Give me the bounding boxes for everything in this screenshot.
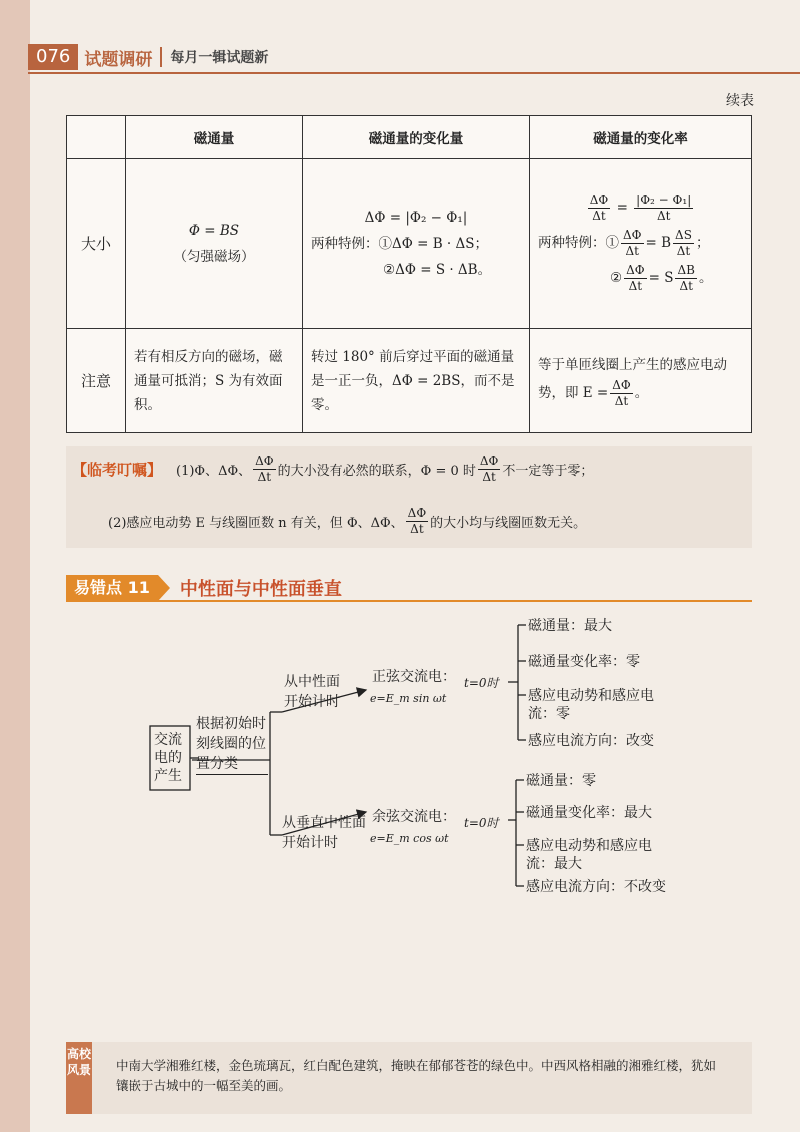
- section-title: 中性面与中性面垂直: [179, 579, 342, 600]
- rate-case1-lhs-den: Δt: [625, 244, 639, 258]
- rate-case2-end: 。: [698, 270, 713, 286]
- change-case-2: ②ΔΦ = S · ΔB。: [383, 261, 492, 278]
- magazine-subtitle: 每月一辑试题新: [170, 50, 269, 66]
- rate-case-prefix: 两种特例：①: [538, 235, 619, 251]
- page-number: 076: [28, 44, 78, 70]
- section-tag: 易错点 11: [66, 575, 158, 601]
- branch2-item-emf: 感应电动势和感应电流：最大: [526, 838, 652, 872]
- rate-rhs-num: |Φ₂ − Φ₁|: [636, 193, 692, 207]
- tip-frac1-num: ΔΦ: [255, 454, 274, 468]
- branch1-item-flux: 磁通量：最大: [528, 618, 612, 634]
- rate-note-end: 。: [634, 385, 649, 401]
- rate-case2-lhs-num: ΔΦ: [626, 263, 645, 277]
- header-flux: 磁通量: [126, 116, 303, 159]
- rate-case2-lhs-den: Δt: [628, 279, 643, 293]
- rate-note-text: 等于单匝线圈上产生的感应电动势，即 E =: [538, 357, 727, 401]
- rate-case1-rhs-den: Δt: [676, 244, 691, 258]
- row-label-size: 大小: [67, 159, 126, 329]
- diagram-root-label: 交流电的产生: [154, 732, 182, 784]
- branch2-item-flux: 磁通量：零: [526, 773, 596, 789]
- change-formula: ΔΦ = |Φ₂ − Φ₁|: [364, 209, 468, 226]
- rate-case2-eq: = S: [648, 270, 674, 286]
- rate-case1-end: ；: [695, 235, 710, 251]
- tip-line1-b: 的大小没有必然的联系，Φ = 0 时: [277, 464, 476, 479]
- branch1-type: 正弦交流电：: [372, 669, 456, 685]
- header-flux-change: 磁通量的变化量: [303, 116, 530, 159]
- tip-line2-b: 的大小均与线圈匝数无关。: [430, 516, 587, 531]
- tip-frac3-den: Δt: [410, 522, 424, 536]
- branch1-formula: e=E_m sin ωt: [370, 692, 447, 705]
- tip-frac2-den: Δt: [482, 470, 496, 484]
- footer-text: 中南大学湘雅红楼，金色琉璃瓦，红白配色建筑，掩映在郁郁苍苍的绿色中。中西风格相融的湘雅红楼，犹如镶嵌于古城中的一幅至美的画。: [116, 1058, 717, 1093]
- tip-frac1-den: Δt: [257, 470, 272, 484]
- rate-case2-rhs-num: ΔB: [677, 263, 695, 277]
- cell-flux-note: 若有相反方向的磁场，磁通量可抵消；S 为有效面积。: [126, 329, 303, 433]
- branch1-time: t=0时: [464, 676, 499, 690]
- rate-case2-prefix: ②: [610, 270, 623, 286]
- rate-case1-lhs-num: ΔΦ: [623, 228, 642, 242]
- rate-note-num: ΔΦ: [612, 378, 631, 392]
- branch1-start: 从中性面开始计时: [284, 674, 340, 710]
- branch1-item-flux-rate: 磁通量变化率：零: [528, 654, 640, 670]
- change-case-1: ①ΔΦ = B · ΔS；: [378, 235, 489, 252]
- row-label-note: 注意: [67, 329, 126, 433]
- diagram-basis-label: 根据初始时刻线圈的位置分类: [196, 714, 268, 775]
- rate-lhs-den: Δt: [592, 209, 606, 223]
- branch2-item-direction: 感应电流方向：不改变: [526, 879, 666, 895]
- continued-label: 续表: [726, 93, 754, 109]
- tip-line1-a: (1)Φ、ΔΦ、: [176, 464, 252, 479]
- footer-tag: 高校风景: [66, 1042, 92, 1114]
- branch1-item-direction: 感应电流方向：改变: [528, 733, 654, 749]
- tip-line1-c: 不一定等于零；: [502, 464, 594, 479]
- change-case-prefix: 两种特例：: [311, 235, 379, 252]
- branch1-item-emf: 感应电动势和感应电流：零: [528, 688, 654, 722]
- flux-formula: Φ = BS: [188, 222, 240, 239]
- rate-lhs-num: ΔΦ: [589, 193, 609, 207]
- magazine-title: 试题调研: [84, 49, 153, 70]
- tip-frac2-num: ΔΦ: [479, 454, 499, 468]
- branch2-item-flux-rate: 磁通量变化率：最大: [526, 805, 652, 821]
- branch2-formula: e=E_m cos ωt: [370, 832, 449, 845]
- branch2-type: 余弦交流电：: [372, 809, 456, 825]
- rate-equals: =: [616, 200, 628, 216]
- rate-case1-rhs-num: ΔS: [675, 228, 692, 242]
- branch2-time: t=0时: [464, 816, 499, 830]
- tip-frac3-num: ΔΦ: [407, 506, 427, 520]
- header-flux-rate: 磁通量的变化率: [530, 116, 752, 159]
- rate-rhs-den: Δt: [656, 209, 671, 223]
- branch2-start: 从垂直中性面开始计时: [282, 815, 366, 851]
- exam-tip-tag: 【临考叮嘱】: [72, 461, 163, 479]
- rate-case2-rhs-den: Δt: [679, 279, 693, 293]
- rate-case1-eq: = B: [645, 235, 672, 251]
- cell-change-note: 转过 180° 前后穿过平面的磁通量是一正一负，ΔΦ = 2BS，而不是零。: [303, 329, 530, 433]
- tip-line2-a: (2)感应电动势 E 与线圈匝数 n 有关，但 Φ、ΔΦ、: [108, 516, 404, 531]
- flux-formula-note: （匀强磁场）: [173, 248, 255, 265]
- rate-note-den: Δt: [614, 394, 629, 408]
